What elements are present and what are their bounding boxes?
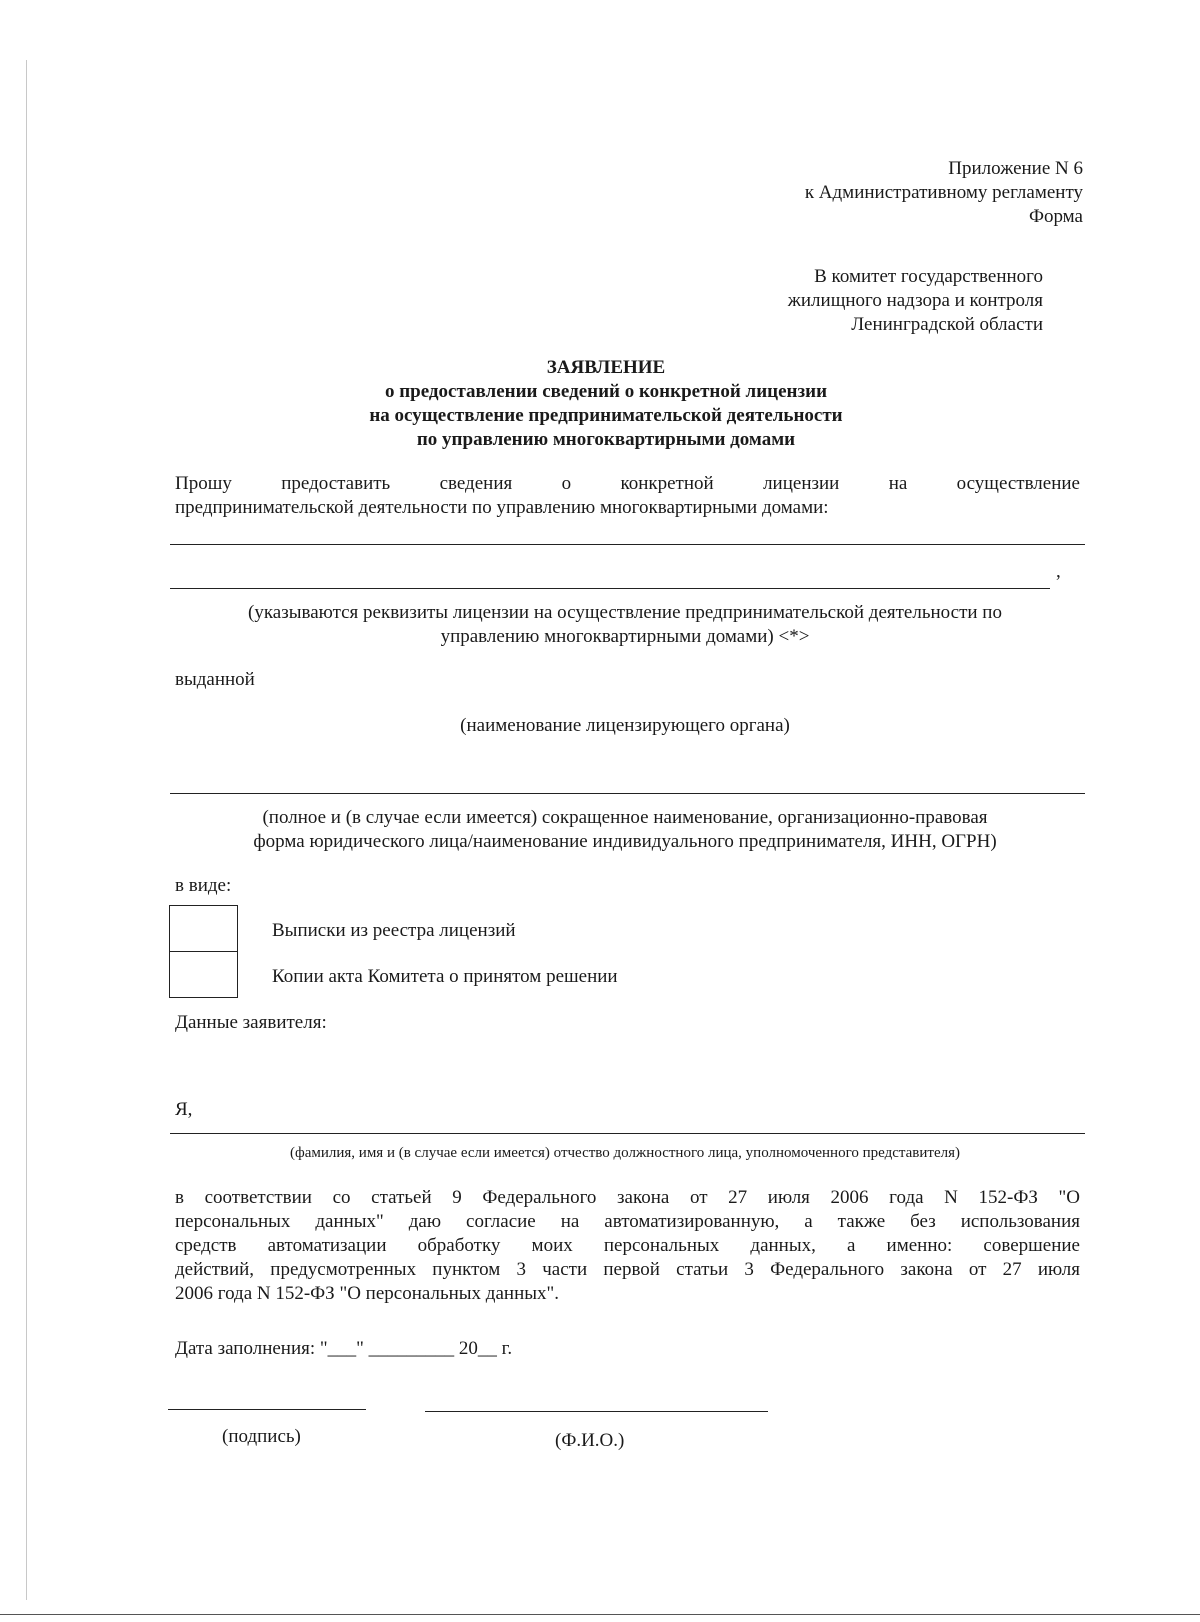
request-word: лицензии — [763, 473, 840, 494]
addressee-line1: В комитет государственного — [814, 266, 1043, 287]
form-label: Форма — [1028, 206, 1083, 227]
request-word: сведения — [439, 473, 513, 494]
consent-line5: 2006 года N 152-ФЗ "О персональных данных". — [175, 1283, 560, 1304]
title-sub2: на осуществление предпринимательской деятельности — [369, 405, 843, 426]
fullname-label: (Ф.И.О.) — [555, 1430, 625, 1451]
request-line2: предпринимательской деятельности по управлению многоквартирными домами: — [175, 497, 829, 518]
consent-line4: действий, предусмотренных пунктом 3 части первой статьи 3 Федерального закона от 27 июля — [175, 1259, 1080, 1280]
title-sub1: о предоставлении сведений о конкретной лицензии — [384, 381, 828, 402]
appendix-label: Приложение N 6 — [948, 158, 1083, 179]
signature-label: (подпись) — [222, 1426, 301, 1447]
scan-edge-line — [26, 60, 27, 1600]
license-field-line1[interactable] — [170, 544, 1085, 545]
consent-line2: персональных данных" даю согласие на автоматизированную, а также без использования — [175, 1211, 1080, 1232]
license-hint-line1: (указываются реквизиты лицензии на осуществление предпринимательской деятельности по — [248, 602, 1002, 623]
fullname-field-line[interactable] — [425, 1411, 768, 1412]
request-word: о — [561, 473, 572, 494]
option-registry-extract-label: Выписки из реестра лицензий — [272, 920, 516, 941]
license-field-line2[interactable] — [170, 588, 1050, 589]
org-hint-line2: форма юридического лица/наименование индивидуального предпринимателя, ИНН, ОГРН) — [253, 831, 997, 852]
signature-field-line[interactable] — [168, 1409, 366, 1410]
option-registry-extract-checkbox[interactable] — [169, 905, 238, 952]
request-word: осуществление — [956, 473, 1080, 494]
scan-bottom-edge — [0, 1614, 1200, 1615]
license-field-comma: , — [1056, 561, 1061, 582]
applicant-i-label: Я, — [175, 1099, 193, 1120]
title-sub3: по управлению многоквартирными домами — [416, 429, 796, 450]
consent-line3: средств автоматизации обработку моих персональных данных, а именно: совершение — [175, 1235, 1080, 1256]
applicant-name-field-line[interactable] — [170, 1133, 1085, 1134]
applicant-label: Данные заявителя: — [175, 1012, 327, 1033]
option-committee-act-checkbox[interactable] — [169, 951, 238, 998]
request-line1 — [175, 472, 1080, 496]
org-hint-line1: (полное и (в случае если имеется) сокращенное наименование, организационно-правовая — [262, 807, 988, 828]
document-title: ЗАЯВЛЕНИЕ — [546, 357, 666, 378]
addressee-line3: Ленинградской области — [851, 314, 1043, 335]
consent-line1: в соответствии со статьей 9 Федерального закона от 27 июля 2006 года N 152-ФЗ "О — [175, 1187, 1080, 1208]
fill-date[interactable]: Дата заполнения: "___" _________ 20__ г. — [175, 1338, 513, 1359]
issued-label: выданной — [175, 669, 255, 690]
form-type-label: в виде: — [175, 875, 232, 896]
issuer-hint: (наименование лицензирующего органа) — [460, 715, 790, 736]
request-word: конкретной — [620, 473, 714, 494]
organization-field-line[interactable] — [170, 793, 1085, 794]
request-word: предоставить — [281, 473, 391, 494]
option-committee-act-label: Копии акта Комитета о принятом решении — [272, 966, 618, 987]
request-word: Прошу — [175, 473, 232, 494]
addressee-line2: жилищного надзора и контроля — [787, 290, 1043, 311]
regulation-label: к Административному регламенту — [804, 182, 1083, 203]
request-word: на — [888, 473, 908, 494]
license-hint-line2: управлению многоквартирными домами) <*> — [440, 626, 810, 647]
applicant-name-hint: (фамилия, имя и (в случае если имеется) отчество должностного лица, уполномоченного представителя) — [289, 1145, 960, 1161]
